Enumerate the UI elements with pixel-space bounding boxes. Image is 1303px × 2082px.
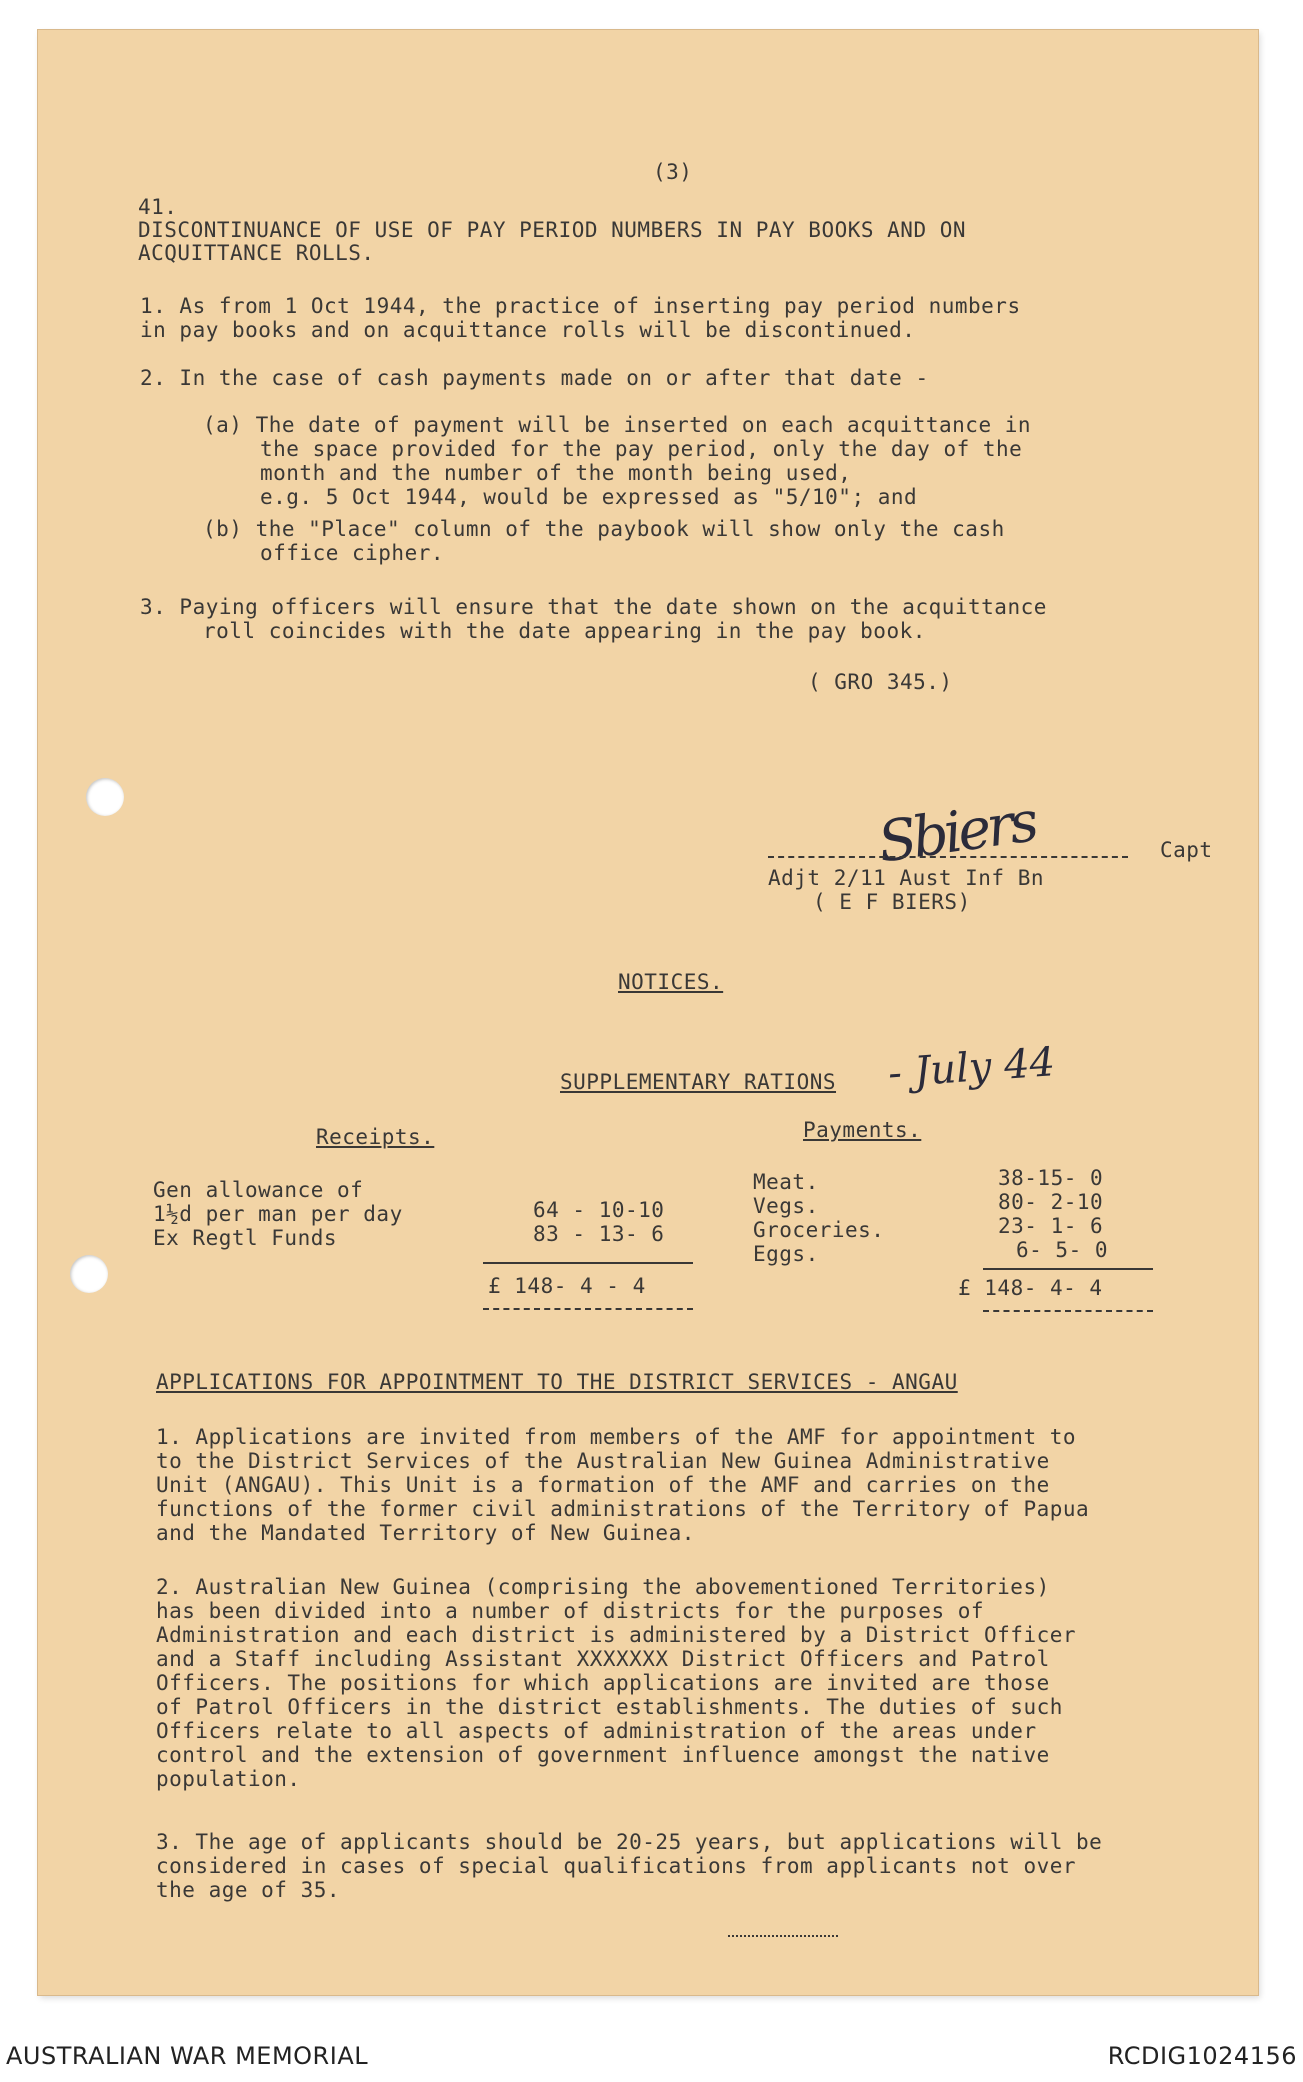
para-1-line-2: in pay books and on acquittance rolls will be discontinued. [140,318,916,342]
text-line: Officers. The positions for which applications are invited are those [156,1671,1050,1695]
text-line: 1. Applications are invited from members of the AMF for appointment to [156,1425,1077,1449]
signature-appointment: Adjt 2/11 Aust Inf Bn [768,866,1045,890]
rations-handwritten-date: - July 44 [886,1039,1057,1097]
para-3-line-2: roll coincides with the date appearing in the pay book. [203,619,926,643]
text-line: Officers relate to all aspects of administration of the areas under [156,1719,1037,1743]
signature-name: ( E F BIERS) [813,890,971,914]
rations-heading: SUPPLEMENTARY RATIONS [560,1070,837,1094]
footer-reference-code: RCDIG1024156 [1107,2042,1297,2070]
item-a-line-1: (a) The date of payment will be inserted on each acquittance in [203,413,1032,437]
item-b-line-2: office cipher. [260,541,445,565]
end-mark [728,1935,838,1937]
receipts-rule-top [483,1262,693,1264]
section-title-line-1: DISCONTINUANCE OF USE OF PAY PERIOD NUMBERS IN PAY BOOKS AND ON [138,218,967,242]
angau-heading: APPLICATIONS FOR APPOINTMENT TO THE DISTRICT SERVICES - ANGAU [156,1370,958,1394]
text-line: and the Mandated Territory of New Guinea. [156,1521,695,1545]
payments-total: £ 148- 4- 4 [958,1276,1103,1300]
receipts-total: £ 148- 4 - 4 [488,1274,646,1298]
text-line: the age of 35. [156,1878,341,1902]
payment-item: Vegs. [753,1194,819,1218]
text-line: Unit (ANGAU). This Unit is a formation of the AMF and carries on the [156,1473,1050,1497]
item-a-line-2: the space provided for the pay period, only the day of the [260,437,1023,461]
payment-amount: 6- 5- 0 [1016,1238,1109,1262]
payment-amount: 23- 1- 6 [998,1214,1104,1238]
item-a-line-3: month and the number of the month being used, [260,461,852,485]
document-page [38,30,1258,1995]
para-3-line-1: 3. Paying officers will ensure that the date shown on the acquittance [140,595,1047,619]
signature-line [768,856,1128,858]
payment-amount: 80- 2-10 [998,1190,1104,1214]
payments-heading: Payments. [803,1118,922,1142]
para-2: 2. In the case of cash payments made on or after that date - [140,366,929,390]
receipt-amount: 83 - 13- 6 [533,1222,665,1246]
payment-amount: 38-15- 0 [998,1166,1104,1190]
item-a-line-4: e.g. 5 Oct 1944, would be expressed as "5/10"; and [260,485,918,509]
text-line: has been divided into a number of districts for the purposes of [156,1599,985,1623]
page-number: (3) [653,160,693,184]
text-line: Administration and each district is administered by a District Officer [156,1623,1077,1647]
text-line: of Patrol Officers in the district establishments. The duties of such [156,1695,1063,1719]
receipt-item: Gen allowance of [153,1178,364,1202]
text-line: and a Staff including Assistant XXXXXXX District Officers and Patrol [156,1647,1050,1671]
punch-hole-bottom [70,1255,108,1293]
payment-item: Eggs. [753,1242,819,1266]
payments-rule-top [983,1268,1153,1270]
punch-hole-top [86,778,124,816]
payments-rule-bottom [983,1310,1153,1312]
section-title-line-2: ACQUITTANCE ROLLS. [138,241,375,265]
gro-reference: ( GRO 345.) [808,670,953,694]
text-line: 2. Australian New Guinea (comprising the abovementioned Territories) [156,1575,1050,1599]
text-line: functions of the former civil administrations of the Territory of Papua [156,1497,1090,1521]
signature-rank: Capt [1160,838,1213,862]
text-line: 3. The age of applicants should be 20-25 years, but applications will be [156,1830,1103,1854]
receipt-item: 1½d per man per day [153,1202,403,1226]
footer-archive-name: AUSTRALIAN WAR MEMORIAL [6,2042,369,2070]
para-1-line-1: 1. As from 1 Oct 1944, the practice of inserting pay period numbers [140,294,1021,318]
text-line: control and the extension of government influence amongst the native [156,1743,1050,1767]
handwritten-signature: Sbiers [874,789,1039,876]
text-line: to the District Services of the Australian New Guinea Administrative [156,1449,1050,1473]
notices-heading: NOTICES. [618,970,724,994]
text-line: considered in cases of special qualifications from applicants not over [156,1854,1077,1878]
payment-item: Meat. [753,1170,819,1194]
payment-item: Groceries. [753,1218,885,1242]
receipt-amount: 64 - 10-10 [533,1198,665,1222]
receipts-rule-bottom [483,1308,693,1310]
receipts-heading: Receipts. [316,1125,435,1149]
item-b-line-1: (b) the "Place" column of the paybook will show only the cash [203,517,1005,541]
text-line: population. [156,1767,301,1791]
section-number: 41. [138,195,178,219]
receipt-item: Ex Regtl Funds [153,1226,338,1250]
